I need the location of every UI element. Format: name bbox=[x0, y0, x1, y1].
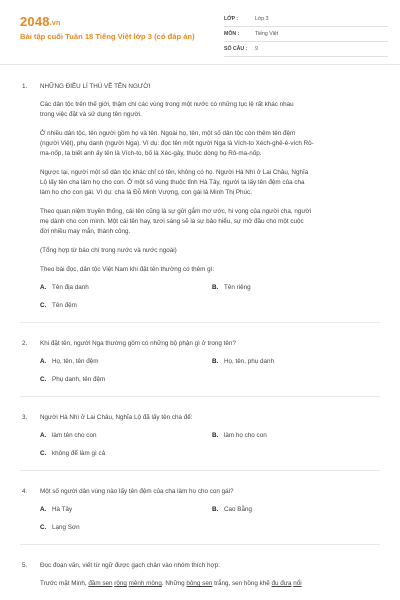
logo-main: 2048 bbox=[20, 14, 50, 29]
option-text: Tên địa danh bbox=[52, 284, 89, 291]
passage-line: Theo quan niệm truyền thống, cái tên cũng là sự gửi gắm mơ ước, hi vọng của người cha, người bbox=[40, 208, 312, 215]
logo-suffix: .vn bbox=[49, 20, 61, 27]
question-number: 2. bbox=[22, 340, 28, 347]
answer-option-b[interactable] bbox=[212, 505, 252, 515]
underlined-word: mênh mông bbox=[128, 580, 162, 587]
answer-option-a[interactable] bbox=[40, 505, 72, 515]
meta-label: LỚP : bbox=[224, 16, 239, 22]
document-title: Bài tập cuối Tuần 18 Tiếng Việt lớp 3 (có đáp án) bbox=[20, 32, 195, 41]
question-text: Khi đặt tên, người Nga thường gồm có những bộ phận gì ở trong tên? bbox=[40, 340, 236, 347]
passage-line: làm họ cho con gái. Ví dụ: cha là Đỗ Minh Vượng, con gái là Minh Thị Phúc. bbox=[40, 189, 252, 196]
answer-option-a[interactable] bbox=[40, 283, 89, 293]
answer-option-a[interactable] bbox=[40, 357, 99, 367]
question-divider bbox=[20, 544, 380, 545]
q5-segment: . Những bbox=[161, 580, 187, 587]
question-number: 4. bbox=[22, 488, 28, 495]
option-text: Cao Bằng bbox=[224, 506, 253, 513]
meta-row-class bbox=[224, 12, 388, 27]
option-key: C. bbox=[40, 376, 47, 383]
option-key: C. bbox=[40, 524, 47, 531]
option-key: A. bbox=[40, 284, 47, 291]
option-key: B. bbox=[212, 432, 219, 439]
option-key: A. bbox=[40, 358, 47, 365]
option-key: B. bbox=[212, 506, 219, 513]
underlined-word: đu đưa bbox=[271, 580, 292, 587]
option-key: C. bbox=[40, 302, 47, 309]
option-text: Lạng Sơn bbox=[52, 524, 80, 531]
answer-option-c[interactable] bbox=[40, 375, 105, 385]
q5-segment: Trước mặt Minh, bbox=[40, 580, 89, 587]
meta-label: SỐ CÂU : bbox=[224, 46, 248, 52]
option-text: không để làm gì cả bbox=[52, 450, 106, 457]
question-number: 5. bbox=[22, 562, 28, 569]
option-text: Tên riêng bbox=[224, 284, 251, 291]
underlined-word: rộng bbox=[114, 580, 127, 587]
answer-option-b[interactable] bbox=[212, 283, 251, 293]
header-divider bbox=[0, 64, 400, 65]
passage-line: (người Việt), phụ danh (người Nga). Ví dụ: đọc tên một người Nga là Vích-to Xéch-ghê-ê-vích Rô- bbox=[40, 140, 314, 147]
question-divider bbox=[20, 322, 380, 323]
option-key: A. bbox=[40, 506, 47, 513]
underlined-word: đầm sen bbox=[88, 580, 113, 587]
question-divider bbox=[20, 396, 380, 397]
option-text: làm tên cho con bbox=[52, 432, 97, 439]
site-logo[interactable] bbox=[20, 14, 60, 29]
meta-value: Lớp 3 bbox=[255, 16, 269, 22]
page-header bbox=[0, 0, 400, 64]
underlined-word: bông sen bbox=[186, 580, 213, 587]
passage-line: Ở nhiều dân tộc, tên người gồm họ và tên. Ngoài họ, tên, một số dân tộc còn thêm tên đệm bbox=[40, 130, 296, 137]
answer-option-b[interactable] bbox=[212, 431, 267, 441]
passage-number: 1. bbox=[22, 83, 28, 90]
question-text: Đọc đoạn văn, viết từ ngữ được gạch chân vào nhóm thích hợp: bbox=[40, 562, 220, 569]
document-meta bbox=[224, 12, 388, 57]
passage-heading: NHỮNG ĐIỀU LÍ THÚ VỀ TÊN NGƯỜI bbox=[40, 83, 151, 90]
passage-line: Lộ lấy tên cha làm họ cho con. Ở một số vùng thuộc tỉnh Hà Tây, người ta lấy tên đệm của cha bbox=[40, 179, 305, 186]
answer-option-a[interactable] bbox=[40, 431, 96, 441]
answer-option-b[interactable] bbox=[212, 357, 274, 367]
option-text: Họ, tên, tên đệm bbox=[52, 358, 99, 365]
option-key: B. bbox=[212, 284, 219, 291]
meta-row-subject bbox=[224, 27, 388, 42]
passage-line: đời nhiều may mắn, thành công. bbox=[40, 228, 131, 235]
meta-label: MÔN : bbox=[224, 31, 240, 37]
option-key: C. bbox=[40, 450, 47, 457]
option-text: làm họ cho con bbox=[224, 432, 267, 439]
option-text: Tên đệm bbox=[52, 302, 77, 309]
question-text: Một số người dân vùng nào lấy tên đệm của cha làm họ cho con gái? bbox=[40, 488, 234, 495]
answer-option-c[interactable] bbox=[40, 301, 77, 311]
question-text: Theo bài đọc, dân tộc Việt Nam khi đặt tên thường có thêm gì: bbox=[40, 266, 215, 273]
underlined-word: nổi bbox=[293, 580, 302, 587]
question-text: Người Hà Nhì ở Lai Châu, Nghĩa Lộ đã lấy tên cha để: bbox=[40, 414, 193, 421]
meta-value: 9 bbox=[255, 46, 258, 52]
option-text: Hà Tây bbox=[52, 506, 73, 513]
question-number: 3. bbox=[22, 414, 28, 421]
passage-line: Các dân tộc trên thế giới, thậm chí các vùng trong một nước có những tục lệ rất khác nhau bbox=[40, 101, 294, 108]
answer-option-c[interactable] bbox=[40, 523, 80, 533]
option-key: B. bbox=[212, 358, 219, 365]
passage-line: ma-nốp, ta biết anh ấy tên là Vích-to, bố là Xéc-gây, thuộc dòng họ Rô-ma-nốp. bbox=[40, 150, 262, 157]
question-divider bbox=[20, 470, 380, 471]
meta-row-count bbox=[224, 42, 388, 57]
passage-line: trong việc đặt và sử dụng tên người. bbox=[40, 111, 142, 118]
option-text: Phụ danh, tên đệm bbox=[52, 376, 106, 383]
option-key: A. bbox=[40, 432, 47, 439]
passage-line: Ngược lại, người một số dân tộc khác chỉ có tên, không có họ. Người Hà Nhì ở Lai Châu, Nghĩa bbox=[40, 169, 309, 176]
q5-passage-line bbox=[40, 579, 302, 589]
passage-line: mẹ dành cho con mình. Một cái tên hay, tươi sáng sẽ là sự bảo hiểu, sự mở đầu cho một cuộc bbox=[40, 218, 304, 225]
meta-value: Tiếng Việt bbox=[255, 31, 279, 37]
passage-source: (Tổng hợp từ báo chí trong nước và nước ngoài) bbox=[40, 247, 177, 254]
answer-option-c[interactable] bbox=[40, 449, 105, 459]
option-text: Họ, tên, phụ danh bbox=[224, 358, 275, 365]
q5-segment: trắng, sen hồng khẽ bbox=[212, 580, 272, 587]
